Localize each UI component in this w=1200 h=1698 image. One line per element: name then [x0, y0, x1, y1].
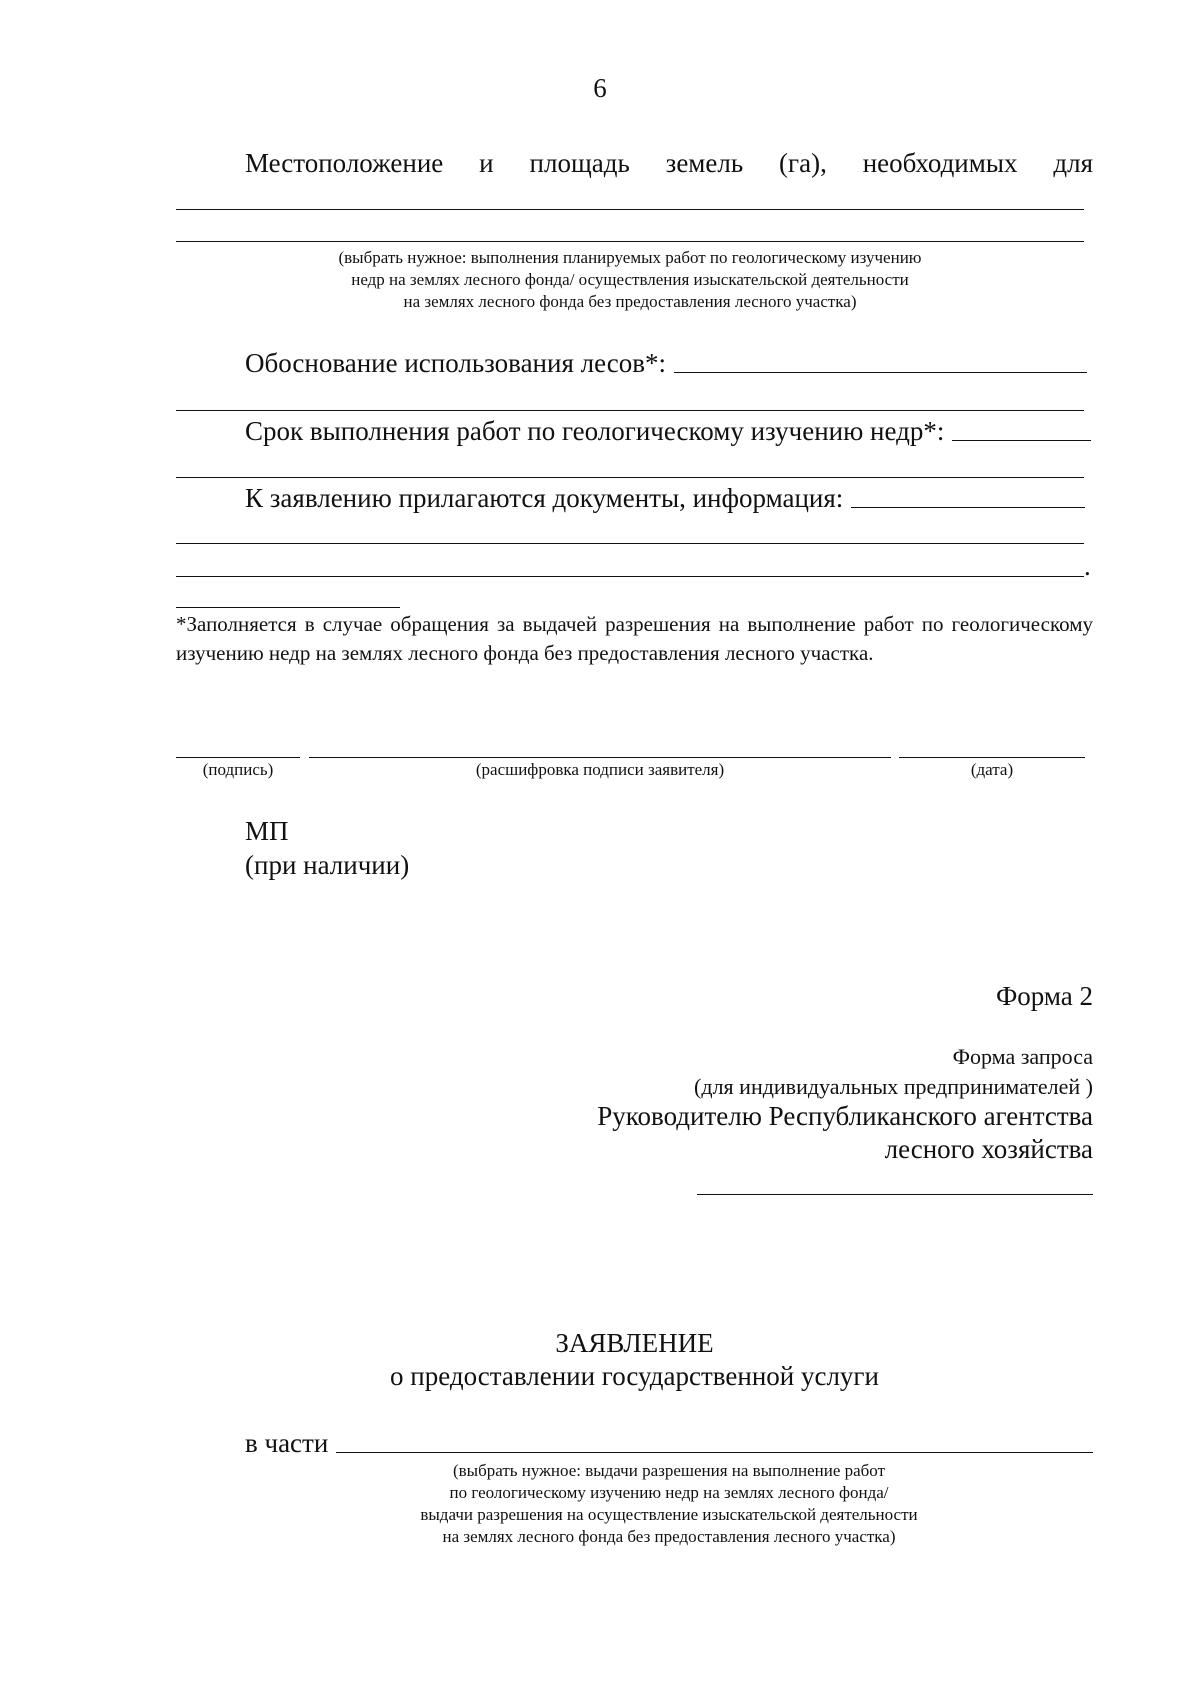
addressee-name-input[interactable] [697, 1194, 1093, 1195]
seal-if-any: (при наличии) [245, 850, 410, 880]
term-input-line[interactable] [176, 477, 1084, 478]
signature-decode-line[interactable] [309, 757, 891, 758]
request-form-label: Форма запроса [952, 1044, 1093, 1069]
statement-title: ЗАЯВЛЕНИЕ [555, 1328, 714, 1358]
for-whom-label: (для индивидуальных предпринимателей ) [694, 1074, 1093, 1099]
in-part-input[interactable] [336, 1452, 1093, 1453]
location-label: Местоположение и площадь земель (га), необходимых для [245, 148, 1093, 178]
location-hint [176, 247, 1084, 313]
term-label: Срок выполнения работ по геологическому изучению недр*: [245, 416, 945, 446]
in-part-label: в части [245, 1428, 329, 1458]
in-part-hint-line: на землях лесного фонда без предоставления лесного участка) [442, 1527, 896, 1546]
attachments-input-line-2[interactable] [176, 576, 1084, 577]
attachments-label: К заявлению прилагаются документы, информация: [245, 483, 844, 513]
statement-subtitle: о предоставлении государственной услуги [390, 1361, 879, 1391]
term-row [245, 415, 1091, 447]
term-input[interactable] [952, 440, 1091, 441]
justification-input-line[interactable] [176, 410, 1084, 411]
date-caption: (дата) [970, 760, 1014, 779]
signature-line[interactable] [176, 757, 300, 758]
in-part-hint-line: (выбрать нужное: выдачи разрешения на выполнение работ [452, 1461, 886, 1480]
in-part-hint-line: по геологическому изучению недр на землях лесного фонда/ [449, 1483, 889, 1502]
signature-decode-caption: (расшифровка подписи заявителя) [475, 760, 725, 779]
in-part-hint [245, 1460, 1093, 1548]
justification-input[interactable] [674, 372, 1087, 373]
addressee-line-2: лесного хозяйства [884, 1134, 1093, 1164]
attachments-row [245, 482, 1085, 514]
location-input-line-1[interactable] [176, 209, 1084, 210]
form-2-title: Форма 2 [995, 981, 1093, 1011]
seal-mp: МП [245, 816, 289, 846]
signature-caption: (подпись) [202, 760, 274, 779]
footnote-separator [176, 607, 400, 608]
footnote-text: *Заполняется в случае обращения за выдачей разрешения на выполнение работ по геологическому изучению недр на землях лесного фонда без предоставления лесного участка. [176, 612, 1093, 665]
addressee-line-1: Руководителю Республиканского агентства [597, 1101, 1093, 1131]
location-hint-line: на землях лесного фонда без предоставления лесного участка) [403, 292, 857, 311]
in-part-row [245, 1427, 1093, 1459]
location-hint-line: (выбрать нужное: выполнения планируемых работ по геологическому изучению [338, 248, 922, 267]
page-number: 6 [593, 73, 607, 103]
attachments-input[interactable] [851, 507, 1085, 508]
date-line[interactable] [899, 757, 1085, 758]
attachments-end-period: . [1084, 551, 1091, 581]
in-part-hint-line: выдачи разрешения на осуществление изыскательской деятельности [420, 1505, 918, 1524]
location-hint-line: недр на землях лесного фонда/ осуществления изыскательской деятельности [351, 270, 909, 289]
location-input-line-2[interactable] [176, 241, 1084, 242]
attachments-input-line-1[interactable] [176, 543, 1084, 544]
justification-label: Обоснование использования лесов*: [245, 348, 666, 378]
justification-row [245, 347, 1087, 379]
